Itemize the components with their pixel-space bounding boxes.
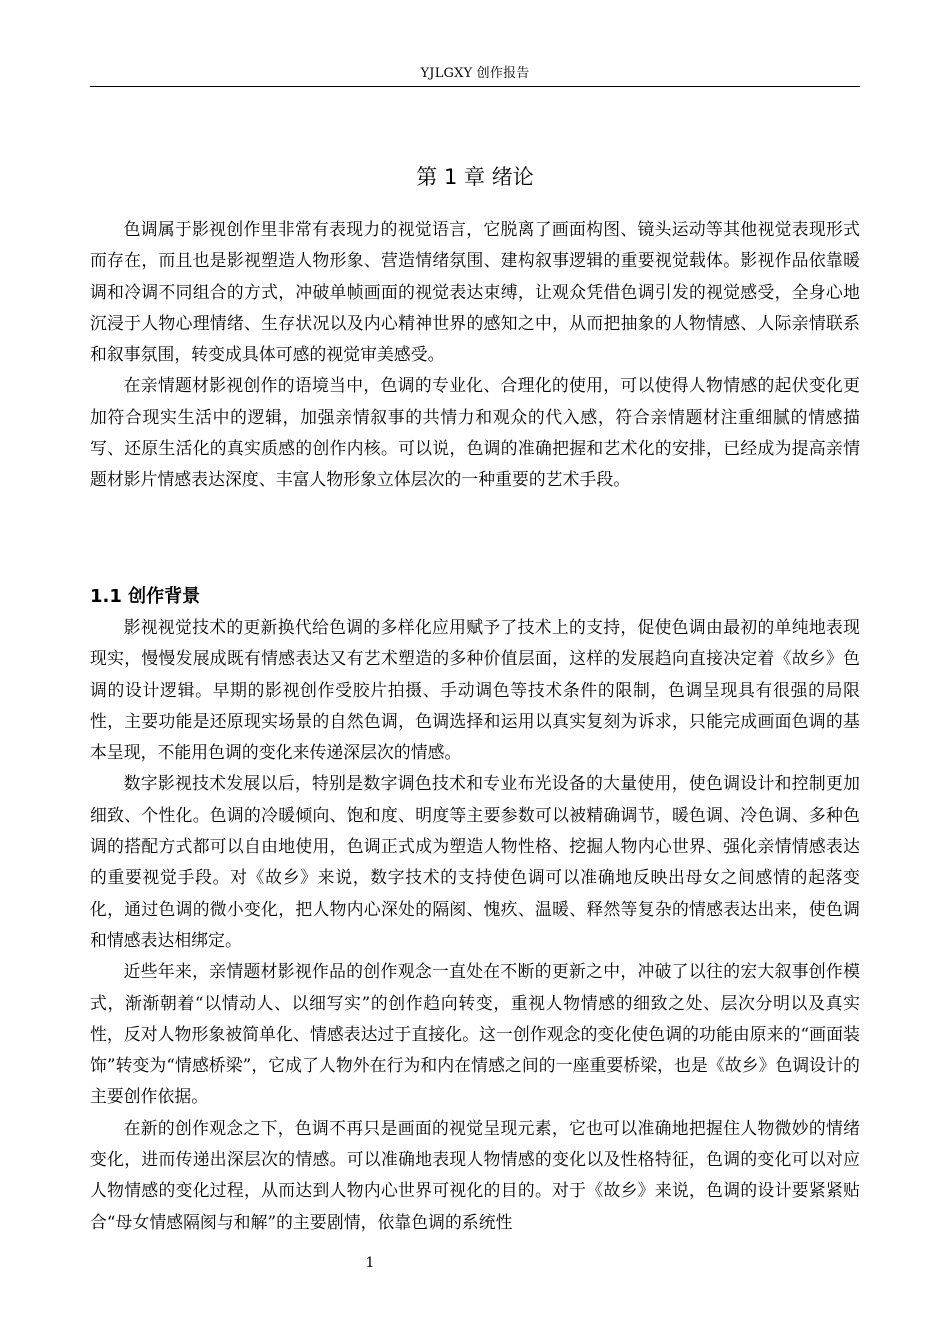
chapter-title: 第 1 章 绪论 [416,165,534,190]
intro-paragraph: 色调属于影视创作里非常有表现力的视觉语言，它脱离了画面构图、镜头运动等其他视觉表现形式而存在，而且也是影视塑造人物形象、营造情绪氛围、建构叙事逻辑的重要视觉载体。影视作品依靠暖调和冷调不同组合的方式，冲破单帧画面的视觉表达束缚，让观众凭借色调引发的视觉感受，全身心地沉浸于人物心理情绪、生存状况以及内心精神世界的感知之中，从而把抽象的人物情感、人际亲情联系和叙事氛围，转变成具体可感的视觉审美感受。 [90,219,860,365]
intro-body [90,214,860,496]
page-number: 1 [365,1255,375,1271]
running-header: YJLGXY 创作报告 [420,66,530,81]
intro-paragraph: 在亲情题材影视创作的语境当中，色调的专业化、合理化的使用，可以使得人物情感的起伏变化更加符合现实生活中的逻辑，加强亲情叙事的共情力和观众的代入感，符合亲情题材注重细腻的情感描写、还原生活化的真实质感的创作内核。可以说，色调的准确把握和艺术化的安排，已经成为提高亲情题材影片情感表达深度、丰富人物形象立体层次的一种重要的艺术手段。 [90,375,860,490]
section-paragraph: 在新的创作观念之下，色调不再只是画面的视觉呈现元素，它也可以准确地把握住人物微妙的情绪变化，进而传递出深层次的情感。可以准确地表现人物情感的变化以及性格特征，色调的变化可以对应人物情感的变化过程，从而达到人物内心世界可视化的目的。对于《故乡》来说，色调的设计要紧紧贴合“母女情感隔阂与和解”的主要剧情，依靠色调的系统性 [90,1117,860,1232]
section-heading: 1.1 创作背景 [90,585,201,607]
section-body [90,612,860,1238]
section-paragraph: 数字影视技术发展以后，特别是数字调色技术和专业布光设备的大量使用，使色调设计和控制更加细致、个性化。色调的冷暖倾向、饱和度、明度等主要参数可以被精确调节，暖色调、冷色调、多种色调的搭配方式都可以自由地使用，色调正式成为塑造人物性格、挖掘人物内心世界、强化亲情情感表达的重要视觉手段。对《故乡》来说，数字技术的支持使色调可以准确地反映出母女之间感情的起落变化，通过色调的微小变化，把人物内心深处的隔阂、愧疚、温暖、释然等复杂的情感表达出来，使色调和情感表达相绑定。 [90,773,860,950]
header-rule [90,86,860,87]
section-paragraph: 影视视觉技术的更新换代给色调的多样化应用赋予了技术上的支持，促使色调由最初的单纯地表现现实，慢慢发展成既有情感表达又有艺术塑造的多种价值层面，这样的发展趋向直接决定着《故乡》色调的设计逻辑。早期的影视创作受胶片拍摄、手动调色等技术条件的限制，色调呈现具有很强的局限性，主要功能是还原现实场景的自然色调，色调选择和运用以真实复刻为诉求，只能完成画面色调的基本呈现，不能用色调的变化来传递深层次的情感。 [90,617,860,763]
section-paragraph: 近些年来，亲情题材影视作品的创作观念一直处在不断的更新之中，冲破了以往的宏大叙事创作模式，渐渐朝着“以情动人、以细写实”的创作趋向转变，重视人物情感的细致之处、层次分明以及真实性，反对人物形象被简单化、情感表达过于直接化。这一创作观念的变化使色调的功能由原来的“画面装饰”转变为“情感桥梁”，它成了人物外在行为和内在情感之间的一座重要桥梁，也是《故乡》色调设计的主要创作依据。 [90,961,860,1107]
